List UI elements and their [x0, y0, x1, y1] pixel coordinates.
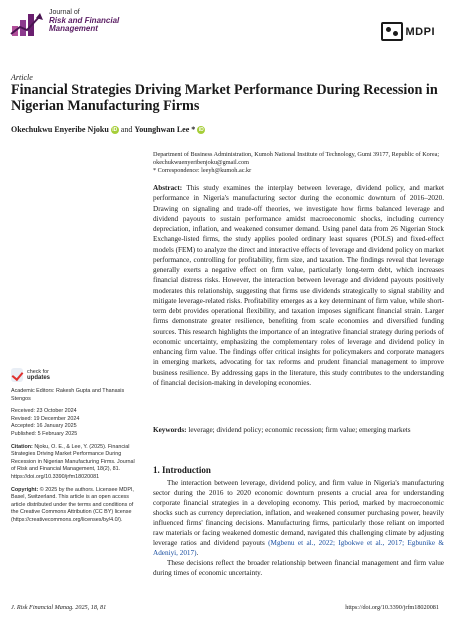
footer-citation: J. Risk Financial Manag. 2025, 18, 81	[11, 604, 107, 611]
date-published: Published: 5 February 2025	[11, 430, 78, 437]
check-for-updates[interactable]: check for updates	[11, 368, 137, 382]
article-sidebar	[11, 368, 137, 530]
keywords-text: leverage; dividend policy; economic recession; firm value; emerging markets	[188, 426, 411, 434]
publisher-name: MDPI	[405, 25, 435, 38]
citation: Citation: Njoku, O. E., & Lee, Y. (2025). Financial Strategies Driving Market Performance During Recession in Nigerian Manufacturing Firms. Journal of Risk and Financial Management, 18(2), 81. https://doi.org/10.3390/jrfm18020081	[11, 443, 135, 480]
date-accepted: Accepted: 16 January 2025	[11, 423, 77, 430]
journal-logo	[10, 8, 119, 40]
journal-name: Journal of Risk and Financial Management	[49, 9, 120, 33]
footer-doi[interactable]: https://doi.org/10.3390/jrfm18020081	[345, 604, 439, 611]
correspondence: * Correspondence: leeyh@kumoh.ac.kr	[153, 167, 252, 174]
orcid-icon[interactable]: iD	[198, 126, 204, 133]
article-title: Financial Strategies Driving Market Performance During Recession in Nigerian Manufacturing Firms	[11, 82, 438, 114]
paragraph: These decisions reflect the broader relationship between financial management and firm value during times of economic uncertainty.	[153, 559, 444, 578]
date-received: Received: 23 October 2024	[11, 408, 77, 415]
citation-link[interactable]: (Mgbenu et al., 2022; Igbokwe et al., 2017; Egbunike & Adeniyi, 2017)	[153, 539, 444, 558]
check-updates-icon	[11, 368, 23, 382]
keywords-label: Keywords:	[153, 426, 187, 434]
date-revised: Revised: 19 December 2024	[11, 415, 80, 422]
author-name[interactable]: Younghwan Lee *	[134, 125, 196, 134]
page-footer	[11, 604, 439, 611]
copyright: Copyright: © 2025 by the authors. Licensee MDPI, Basel, Switzerland. This article is an open access article distributed under the terms and conditions of the Creative Commons Attribution (CC BY) license (https://creativecommons.org/licenses/by/4.0/).	[11, 486, 134, 523]
academic-editors: Academic Editors: Rakesh Gupta and Thanasis Stengos	[11, 388, 125, 402]
paragraph: The interaction between leverage, dividend policy, and firm value in Nigeria's manufacturing sector during the 2016 to 2020 economic downturn presents a crucial area for understanding corporate financial strategies in a developing economy. This period, marked by macroeconomic shocks such as currency depreciation, inflation, and weakened consumer purchasing power, heavily influenced firms' financing decisions. Manufacturing firms, particularly those reliant on imported raw materials or facing weakened domestic demand, navigated this challenging climate by adjusting leverage ratios and dividend payouts (Mgbenu et al., 2022; Igbokwe et al., 2017; Egbunike & Adeniyi, 2017).	[153, 479, 444, 558]
author-separator: and	[120, 125, 133, 134]
author-name[interactable]: Okechukwu Enyeribe Njoku	[11, 125, 109, 134]
keywords	[153, 425, 444, 435]
journal-logo-icon	[10, 8, 45, 40]
introduction-body	[153, 478, 444, 578]
mdpi-logo-icon	[381, 22, 403, 41]
abstract-label: Abstract:	[153, 184, 183, 192]
orcid-icon[interactable]: iD	[112, 126, 118, 133]
abstract	[153, 183, 444, 388]
author-list	[11, 125, 205, 134]
affiliations	[153, 151, 443, 175]
abstract-text: This study examines the interplay between leverage, dividend policy, and market performance in Nigeria's manufacturing sector during the economic downturn of 2016–2020. Drawing on signaling and trade-off theories, we investigate how firms balanced leverage and dividend payouts to sustain performance amidst macroeconomic shocks, including currency depreciation, inflation, and weakened consumer demand. Using panel data from 26 Nigerian Stock Exchange-listed firms, the study applies pooled ordinary least squares (POLS) and fixed-effect models (FEM) to analyze the direct and interactive effects of leverage and dividend policy on market performance, controlling for profitability, firm size, and taxation. The findings reveal that leverage generally exerts a negative effect on firm value, particularly long-term debt, which increases financial distress risks. However, the interaction between leverage and dividend payouts positively moderates this relationship, suggesting that firms use dividends strategically to signal stability and mitigate leverage-related risks. Profitability emerges as a key determinant of firm value, while short-term debt provides operational flexibility, and taxation imposes significant financial strain. Larger firms demonstrate greater resilience, benefiting from scale economies and diversified funding sources. This research highlights the importance of an integrative financial strategy during periods of economic uncertainty, emphasizing the complementary roles of leverage and dividend policy in enhancing firm value. The findings offer critical insights for policymakers and corporate managers in emerging markets, advocating for tax reforms and prudent financial management to improve business resilience. By addressing gaps in the literature, this study contributes to the understanding of financial decision-making in developing economies.	[153, 184, 444, 387]
article-type: Article	[11, 73, 33, 82]
section-heading: 1. Introduction	[153, 465, 211, 475]
affiliation-text: Department of Business Administration, Kumoh National Institute of Technology, Gumi 39177, Republic of Korea; okechukwuenyeribenjoku@gmail.com	[153, 151, 440, 166]
publisher-logo	[381, 22, 436, 41]
